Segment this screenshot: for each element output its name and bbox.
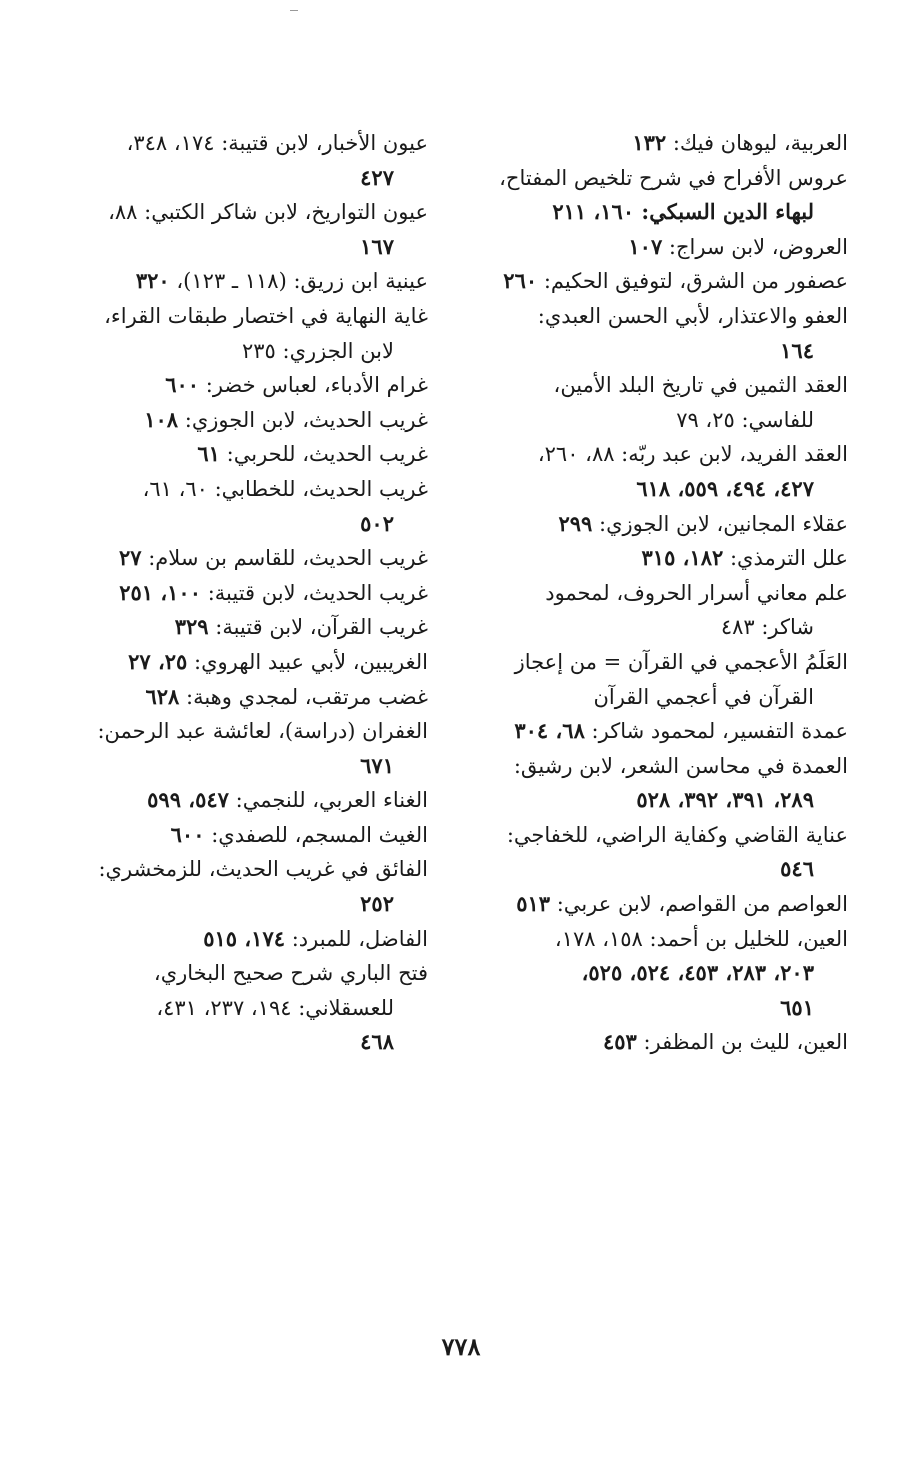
index-entry: غريب الحديث، للقاسم بن سلام: ٢٧ — [118, 545, 428, 571]
page-number: ٧٧٨ — [441, 1332, 481, 1361]
index-entry: الغفران (دراسة)، لعائشة عبد الرحمن: ٦٧١ — [97, 719, 428, 778]
index-entry: العفو والاعتذار، لأبي الحسن العبدي: ١٦٤ — [537, 303, 848, 363]
index-entry-continuation: ٦٥١ — [780, 994, 814, 1020]
index-entry: العين، للخليل بن أحمد: ١٥٨، ١٧٨، ٢٠٣، ٢٨٣، ٤٥٣، ٥٢٤، ٥٢٥، — [554, 926, 848, 986]
index-entry: العَلَمُ الأعجمي في القرآن = من إعجاز القرآن في أعجمي القرآن — [514, 649, 848, 709]
index-entry: عيون الأخبار، لابن قتيبة: ١٧٤، ٣٤٨، ٤٢٧ — [126, 131, 428, 190]
top-mark — [290, 10, 298, 11]
left-column — [48, 126, 428, 1060]
index-entry: غرام الأدباء، لعباس خضر: ٦٠٠ — [165, 372, 428, 398]
index-entry: العربية، ليوهان فيك: ١٣٢ — [632, 130, 848, 155]
index-entry: الفاضل، للمبرد: ١٧٤، ٥١٥ — [203, 925, 428, 951]
index-entry: غريب الحديث، للخطابي: ٦٠، ٦١، ٥٠٢ — [142, 476, 428, 536]
index-entry-continuation: ٤٦٨ — [360, 1029, 394, 1055]
index-entry: العروض، لابن سراج: ١٠٧ — [628, 233, 848, 259]
index-entry: عمدة التفسير، لمحمود شاكر: ٦٨، ٣٠٤ — [514, 718, 848, 744]
index-entry: العواصم من القواصم، لابن عربي: ٥١٣ — [516, 891, 848, 917]
index-entry: العمدة في محاسن الشعر، لابن رشيق: ٢٨٩، ٣٩١، ٣٩٢، ٥٢٨ — [513, 753, 848, 813]
index-entry: عينية ابن زريق: (١١٨ ـ ١٢٣)، ٣٢٠ — [135, 268, 428, 294]
index-entry: الغناء العربي، للنجمي: ٥٤٧، ٥٩٩ — [147, 787, 428, 813]
index-entry: غريب القرآن، لابن قتيبة: ٣٢٩ — [174, 614, 428, 640]
index-entry: الغيث المسجم، للصفدي: ٦٠٠ — [170, 821, 428, 847]
index-entry: غريب الحديث، للحربي: ٦١ — [197, 441, 428, 467]
index-entry: عصفور من الشرق، لتوفيق الحكيم: ٢٦٠ — [503, 268, 848, 294]
index-entry: الفائق في غريب الحديث، للزمخشري: ٢٥٢ — [98, 857, 428, 917]
index-entry: غاية النهاية في اختصار طبقات القراء، لابن الجزري: ٢٣٥ — [104, 303, 428, 363]
index-entry: الغريبين، لأبي عبيد الهروي: ٢٥، ٢٧ — [128, 648, 428, 674]
index-entry: العين، لليث بن المظفر: ٤٥٣ — [602, 1029, 848, 1055]
index-entry: علل الترمذي: ١٨٢، ٣١٥ — [641, 545, 848, 571]
index-entry: عناية القاضي وكفاية الراضي، للخفاجي: ٥٤٦ — [506, 822, 848, 882]
index-entry: فتح الباري شرح صحيح البخاري، للعسقلاني: ١٩٤، ٢٣٧، ٤٣١، — [153, 961, 428, 1020]
index-entry: غريب الحديث، لابن الجوزي: ١٠٨ — [144, 406, 428, 432]
index-entry: غضب مرتقب، لمجدي وهبة: ٦٢٨ — [145, 683, 428, 709]
index-entry: غريب الحديث، لابن قتيبة: ١٠٠، ٢٥١ — [119, 579, 428, 605]
index-entry: عقلاء المجانين، لابن الجوزي: ٢٩٩ — [558, 510, 848, 536]
index-entry: عروس الأفراح في شرح تلخيص المفتاح، لبهاء الدين السبكي: ١٦٠، ٢١١ — [499, 165, 848, 225]
index-entry: العقد الثمين في تاريخ البلد الأمين، للفاسي: ٢٥، ٧٩ — [553, 373, 848, 432]
right-column — [468, 126, 848, 1060]
index-entry: العقد الفريد، لابن عبد ربّه: ٨٨، ٢٦٠، ٤٢٧، ٤٩٤، ٥٥٩، ٦١٨ — [537, 442, 848, 501]
index-entry: عيون التواريخ، لابن شاكر الكتبي: ٨٨، ١٦٧ — [108, 200, 428, 259]
index-entry: علم معاني أسرار الحروف، لمحمود شاكر: ٤٨٣ — [545, 580, 848, 640]
